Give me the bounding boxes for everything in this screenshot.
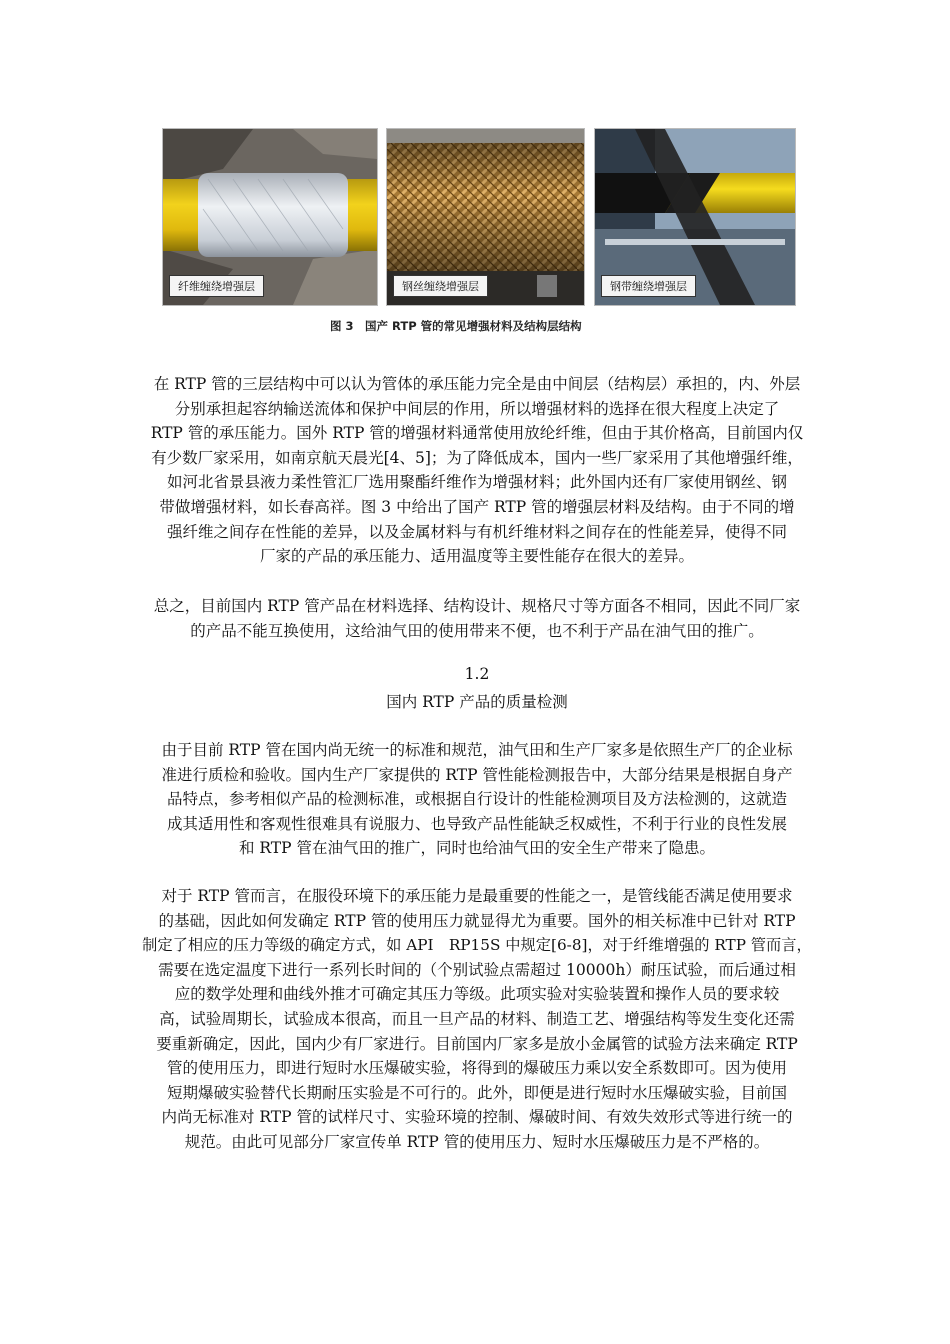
section-number: 1.2 xyxy=(464,665,490,683)
text-line: 应的数学处理和曲线外推才可确定其压力等级。此项实验对实验装置和操作人员的要求较 xyxy=(174,985,780,1004)
text-line: 在 RTP 管的三层结构中可以认为管体的承压能力完全是由中间层（结构层）承担的，内、外层 xyxy=(153,375,801,393)
photo-steel-wire-layer xyxy=(386,128,585,306)
text-line: 强纤维之间存在性能的差异，以及金属材料与有机纤维材料之间存在的性能差异，使得不同 xyxy=(166,522,787,541)
photo-steel-strip-layer xyxy=(594,128,796,306)
photo-label-steel-wire: 钢丝缠绕增强层 xyxy=(393,275,488,297)
text-line: 对于 RTP 管而言，在服役环境下的承压能力是最重要的性能之一，是管线能否满足使用要求 xyxy=(161,887,793,905)
figure-caption: 图 3 国产 RTP 管的常见增强材料及结构层结构 xyxy=(330,319,582,333)
text-line: 带做增强材料，如长春高祥。图 3 中给出了国产 RTP 管的增强层材料及结构。由于不同的增 xyxy=(159,497,795,516)
text-line: 短期爆破实验替代长期耐压实验是不可行的。此外，即便是进行短时水压爆破实验，目前国 xyxy=(166,1083,787,1102)
text-line: 管的使用压力，即进行短时水压爆破实验，将得到的爆破压力乘以安全系数即可。因为使用 xyxy=(166,1059,787,1078)
text-line: 需要在选定温度下进行一系列长时间的（个别试验点需超过 10000h）耐压试验，而后通过相 xyxy=(158,960,796,979)
photo-label-steel-strip: 钢带缠绕增强层 xyxy=(601,275,696,297)
text-line: 规范。由此可见部分厂家宣传单 RTP 管的使用压力、短时水压爆破压力是不严格的。 xyxy=(184,1132,770,1151)
text-line: 的基础，因此如何发确定 RTP 管的使用压力就显得尤为重要。国外的相关标准中已针对 RTP xyxy=(158,911,796,930)
text-line: 由于目前 RTP 管在国内尚无统一的标准和规范，油气田和生产厂家多是依照生产厂的企业标 xyxy=(161,741,793,759)
text-line: 总之，目前国内 RTP 管产品在材料选择、结构设计、规格尺寸等方面各不相同，因此不同厂家 xyxy=(153,597,801,615)
paragraph-3 xyxy=(142,738,812,861)
text-line: 品特点，参考相似产品的检测标准，或根据自行设计的性能检测项目及方法检测的，这就造 xyxy=(166,790,787,809)
text-line: 如河北省景县液力柔性管汇厂选用聚酯纤维作为增强材料；此外国内还有厂家使用钢丝、钢 xyxy=(166,473,787,492)
text-line: RTP 管的承压能力。国外 RTP 管的增强材料通常使用放纶纤维，但由于其价格高，目前国内仅 xyxy=(150,424,804,443)
text-line: 要重新确定，因此，国内少有厂家进行。目前国内厂家多是放小金属管的试验方法来确定 RTP xyxy=(156,1034,798,1053)
paragraph-2 xyxy=(142,594,812,643)
text-line: 分别承担起容纳输送流体和保护中间层的作用，所以增强材料的选择在很大程度上决定了 xyxy=(174,399,780,418)
text-line: 内尚无标准对 RTP 管的试样尺寸、实验环境的控制、爆破时间、有效失效形式等进行统一的 xyxy=(161,1108,793,1127)
photo-fiber-wound-layer xyxy=(162,128,378,306)
text-line: 成其适用性和客观性很难具有说服力、也导致产品性能缺乏权威性，不利于行业的良性发展 xyxy=(166,814,787,833)
section-title: 国内 RTP 产品的质量检测 xyxy=(386,693,568,711)
text-line: 高，试验周期长，试验成本很高，而且一旦产品的材料、制造工艺、增强结构等发生变化还需 xyxy=(159,1009,795,1028)
text-line: 的产品不能互换使用，这给油气田的使用带来不便，也不利于产品在油气田的推广。 xyxy=(190,621,764,640)
text-line: 有少数厂家采用，如南京航天晨光[4、5]；为了降低成本，国内一些厂家采用了其他增强纤维， xyxy=(151,448,803,467)
photo-label-fiber: 纤维缠绕增强层 xyxy=(169,275,264,297)
text-line: 准进行质检和验收。国内生产厂家提供的 RTP 管性能检测报告中，大部分结果是根据自身产 xyxy=(161,765,793,784)
figure-3 xyxy=(162,128,794,304)
text-line: 和 RTP 管在油气田的推广，同时也给油气田的安全生产带来了隐患。 xyxy=(238,839,716,858)
paragraph-4 xyxy=(142,884,812,1155)
paragraph-1 xyxy=(142,372,812,569)
text-line: 厂家的产品的承压能力、适用温度等主要性能存在很大的差异。 xyxy=(259,547,694,566)
text-line: 制定了相应的压力等级的确定方式，如 API RP15S 中规定[6-8]，对于纤维增强的 RTP 管而言， xyxy=(142,936,812,955)
